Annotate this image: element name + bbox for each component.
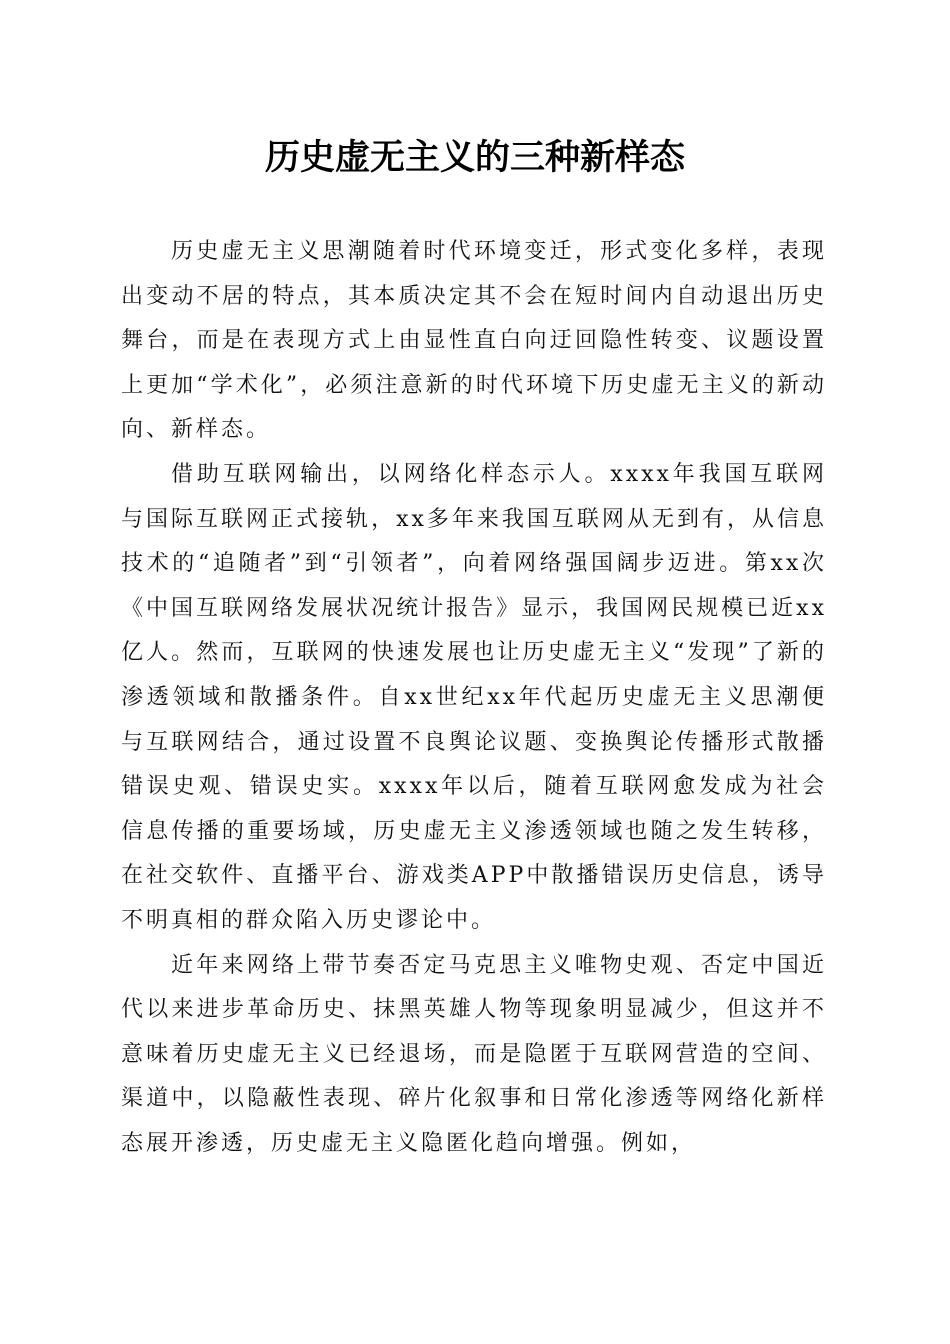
- paragraph-recent-years: 近年来网络上带节奏否定马克思主义唯物史观、否定中国近代以来进步革命历史、抹黑英雄人物等现象明显减少，但这并不意味着历史虚无主义已经退场，而是隐匿于互联网营造的空间、渠道中，以隐蔽性表现、碎片化叙事和日常化渗透等网络化新样态展开渗透，历史虚无主义隐匿化趋向增强。例如，: [121, 952, 827, 1156]
- document-title: 历史虚无主义的三种新样态: [264, 137, 685, 178]
- paragraph-internet: 借助互联网输出，以网络化样态示人。xxxx年我国互联网与国际互联网正式接轨，xx多年来我国互联网从无到有，从信息技术的“追随者”到“引领者”，向着网络强国阔步迈进。第xx次《中国互联网络发展状况统计报告》显示，我国网民规模已近xx亿人。然而，互联网的快速发展也让历史虚无主义“发现”了新的渗透领域和散播条件。自xx世纪xx年代起历史虚无主义思潮便与互联网结合，通过设置不良舆论议题、变换舆论传播形式散播错误史观、错误史实。xxxx年以后，随着互联网愈发成为社会信息传播的重要场域，历史虚无主义渗透领域也随之发生转移，在社交软件、直播平台、游戏类APP中散播错误历史信息，诱导不明真相的群众陷入历史谬论中。: [121, 461, 827, 933]
- paragraph-intro: 历史虚无主义思潮随着时代环境变迁，形式变化多样，表现出变动不居的特点，其本质决定其不会在短时间内自动退出历史舞台，而是在表现方式上由显性直白向迂回隐性转变、议题设置上更加“学术化”，必须注意新的时代环境下历史虚无主义的新动向、新样态。: [121, 239, 827, 443]
- document-body: [121, 230, 827, 1166]
